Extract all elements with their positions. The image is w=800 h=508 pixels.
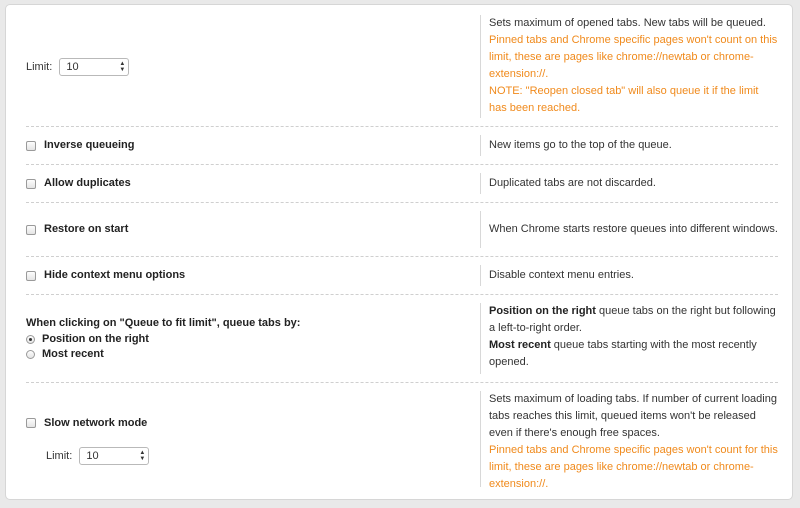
allow-duplicates-label: Allow duplicates	[44, 177, 131, 190]
hide-context-menu-description: Disable context menu entries.	[480, 265, 778, 286]
restore-on-start-label: Restore on start	[44, 223, 129, 236]
spinner-icon[interactable]: ▲ ▼	[139, 450, 146, 463]
queue-fit-label: When clicking on "Queue to fit limit", queue tabs by:	[26, 316, 301, 329]
limit-description: Sets maximum of opened tabs. New tabs will be queued. Pinned tabs and Chrome specific pages won't count on this limit, these are pages like chrome://newtab or chrome-extension://. NOTE: "Reopen closed tab" will also queue it if the limit has been reached.	[480, 15, 778, 118]
restore-on-start-description: When Chrome starts restore queues into different windows.	[480, 211, 778, 248]
slow-limit-input[interactable]	[79, 447, 149, 465]
checkbox-icon[interactable]	[26, 225, 36, 235]
restore-on-start-row	[26, 203, 778, 257]
slow-limit-label: Limit:	[46, 450, 73, 463]
limit-label: Limit:	[26, 60, 53, 73]
inverse-queueing-label: Inverse queueing	[44, 139, 135, 152]
checkbox-icon[interactable]	[26, 141, 36, 151]
options-panel	[5, 4, 793, 500]
slow-limit-value: 10	[86, 450, 99, 463]
checkbox-icon[interactable]	[26, 418, 36, 428]
slow-network-row	[26, 383, 778, 495]
slow-network-description: Sets maximum of loading tabs. If number of current loading tabs reaches this limit, queued items won't be released even if there's enough free spaces. Pinned tabs and Chrome specific pages won't count for this limit, these are pages like chrome://newtab or chrome-extension://.	[480, 391, 778, 487]
queue-fit-description: Position on the right queue tabs on the right but following a left-to-right order. Most recent queue tabs starting with the most recently opened.	[480, 303, 778, 374]
inverse-queueing-checkbox[interactable]	[26, 139, 481, 151]
spinner-icon[interactable]: ▲ ▼	[119, 60, 126, 73]
hide-context-menu-checkbox[interactable]	[26, 269, 481, 281]
restore-on-start-checkbox[interactable]	[26, 223, 481, 235]
limit-input[interactable]	[59, 58, 129, 76]
radio-most-recent[interactable]: Most recent	[26, 348, 481, 360]
allow-duplicates-checkbox[interactable]	[26, 177, 481, 189]
inverse-queueing-description: New items go to the top of the queue.	[480, 135, 778, 156]
checkbox-icon[interactable]	[26, 179, 36, 189]
queue-fit-row	[26, 295, 778, 383]
hide-context-menu-label: Hide context menu options	[44, 269, 186, 282]
inverse-queueing-row	[26, 127, 778, 165]
radio-position-right[interactable]: Position on the right	[26, 333, 481, 345]
allow-duplicates-description: Duplicated tabs are not discarded.	[480, 173, 778, 194]
hide-context-menu-row	[26, 257, 778, 295]
radio-selected-icon[interactable]	[26, 335, 35, 344]
slow-network-label: Slow network mode	[44, 417, 148, 430]
limit-value: 10	[66, 60, 79, 73]
allow-duplicates-row	[26, 165, 778, 203]
slow-network-checkbox[interactable]	[26, 417, 481, 429]
radio-icon[interactable]	[26, 350, 35, 359]
checkbox-icon[interactable]	[26, 271, 36, 281]
limit-row	[26, 7, 778, 127]
